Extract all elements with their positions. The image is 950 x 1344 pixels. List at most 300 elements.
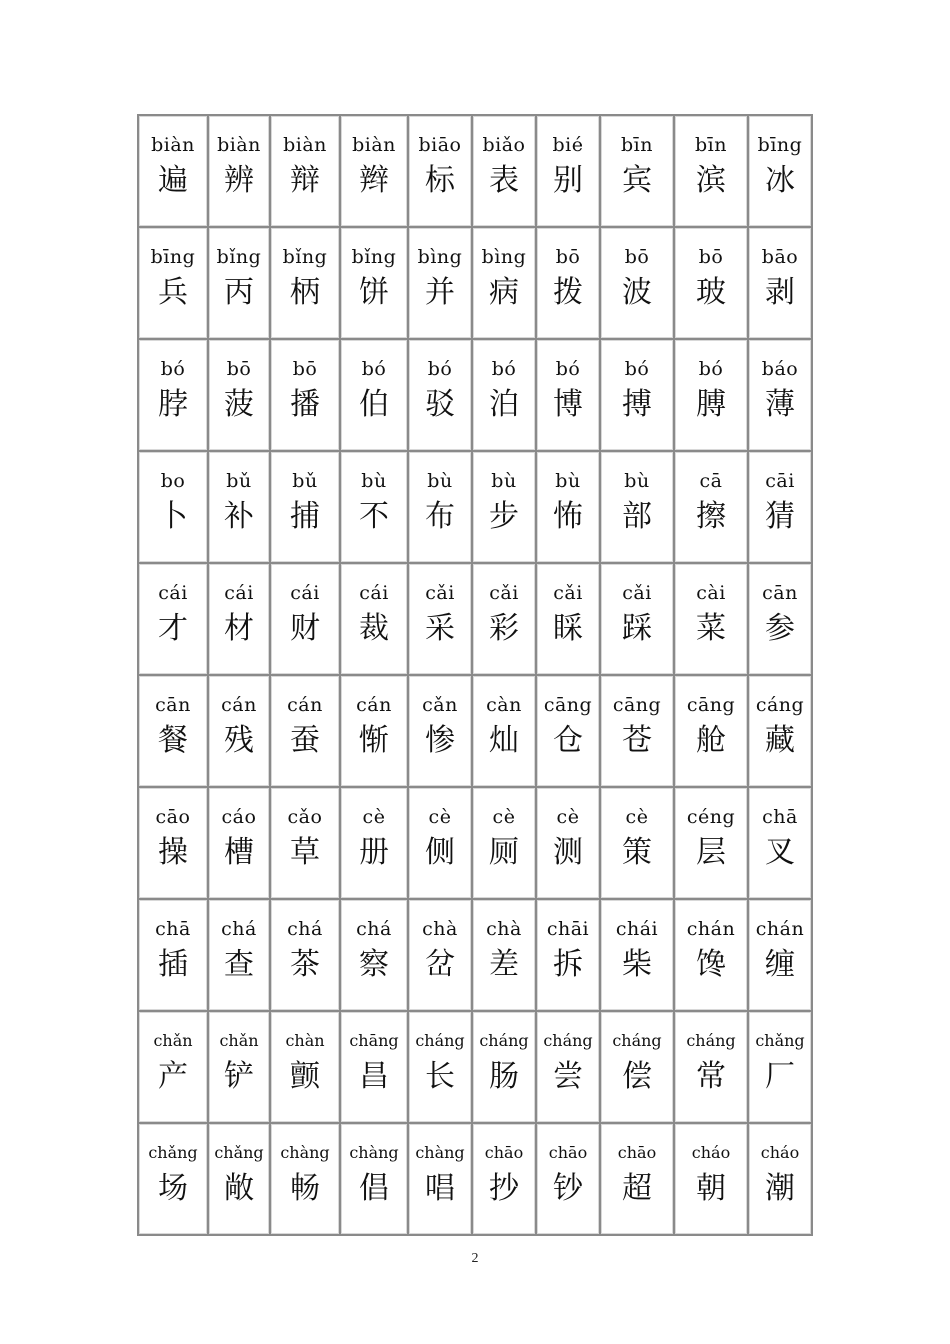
character-cell xyxy=(270,563,340,675)
character-cell xyxy=(472,1123,536,1235)
pinyin-label: biāo xyxy=(418,134,462,156)
pinyin-label: bù xyxy=(624,470,650,492)
pinyin-label: cè xyxy=(625,806,649,828)
character-cell xyxy=(340,1011,408,1123)
pinyin-label: bó xyxy=(491,358,517,380)
hanzi-character: 蚕 xyxy=(290,723,320,758)
hanzi-character: 彩 xyxy=(489,611,519,646)
hanzi-character: 草 xyxy=(290,835,320,870)
pinyin-label: bó xyxy=(698,358,724,380)
hanzi-character: 采 xyxy=(425,611,455,646)
hanzi-character: 岔 xyxy=(425,947,455,982)
character-cell xyxy=(208,675,270,787)
hanzi-character: 朝 xyxy=(696,1171,726,1206)
hanzi-character: 丙 xyxy=(224,275,254,310)
pinyin-label: cáng xyxy=(755,694,805,716)
hanzi-character: 差 xyxy=(489,947,519,982)
pinyin-label: chāi xyxy=(546,918,590,940)
hanzi-character: 冰 xyxy=(765,163,795,198)
pinyin-label: báo xyxy=(761,358,799,380)
character-cell xyxy=(600,675,674,787)
pinyin-label: bō xyxy=(292,358,318,380)
hanzi-character: 擦 xyxy=(696,499,726,534)
pinyin-label: céng xyxy=(686,806,736,828)
pinyin-label: cǎi xyxy=(489,582,519,604)
table-row xyxy=(138,1123,812,1235)
character-cell xyxy=(748,563,812,675)
character-cell xyxy=(270,227,340,339)
character-cell xyxy=(472,1011,536,1123)
hanzi-character: 柴 xyxy=(622,947,652,982)
hanzi-character: 睬 xyxy=(553,611,583,646)
character-cell xyxy=(408,451,472,563)
hanzi-character: 柄 xyxy=(290,275,320,310)
character-cell xyxy=(208,1123,270,1235)
character-cell xyxy=(748,787,812,899)
hanzi-character: 潮 xyxy=(765,1171,795,1206)
character-cell xyxy=(600,451,674,563)
pinyin-label: biàn xyxy=(151,134,195,156)
character-cell xyxy=(138,787,208,899)
hanzi-character: 辩 xyxy=(290,163,320,198)
character-cell xyxy=(208,227,270,339)
hanzi-character: 裁 xyxy=(359,611,389,646)
pinyin-label: bìng xyxy=(481,246,527,268)
hanzi-character: 搏 xyxy=(622,387,652,422)
hanzi-character: 表 xyxy=(489,163,519,198)
table-row xyxy=(138,899,812,1011)
character-cell xyxy=(138,115,208,227)
character-cell xyxy=(674,227,748,339)
hanzi-character: 昌 xyxy=(359,1059,389,1094)
hanzi-character: 餐 xyxy=(158,723,188,758)
character-cell xyxy=(472,339,536,451)
character-cell xyxy=(408,675,472,787)
character-cell xyxy=(748,1123,812,1235)
character-cell xyxy=(536,899,600,1011)
hanzi-character: 步 xyxy=(489,499,519,534)
pinyin-label: chà xyxy=(422,918,458,940)
hanzi-character: 遍 xyxy=(158,163,188,198)
pinyin-label: càn xyxy=(486,694,522,716)
character-cell xyxy=(536,1123,600,1235)
pinyin-label: cè xyxy=(428,806,452,828)
hanzi-character: 播 xyxy=(290,387,320,422)
character-cell xyxy=(408,1123,472,1235)
hanzi-character: 厂 xyxy=(765,1059,795,1094)
pinyin-label: bo xyxy=(160,470,186,492)
hanzi-character: 常 xyxy=(696,1059,726,1094)
hanzi-character: 玻 xyxy=(696,275,726,310)
character-cell xyxy=(748,339,812,451)
character-cell xyxy=(270,1123,340,1235)
pinyin-label: cán xyxy=(287,694,323,716)
hanzi-character: 才 xyxy=(158,611,188,646)
character-cell xyxy=(536,339,600,451)
hanzi-character: 材 xyxy=(224,611,254,646)
character-cell xyxy=(340,227,408,339)
character-cell xyxy=(138,563,208,675)
pinyin-label: bó xyxy=(361,358,387,380)
pinyin-label: cáo xyxy=(221,806,257,828)
character-cell xyxy=(340,675,408,787)
character-cell xyxy=(536,563,600,675)
pinyin-label: cái xyxy=(158,582,188,604)
table-row xyxy=(138,451,812,563)
hanzi-character: 兵 xyxy=(158,275,188,310)
character-cell xyxy=(208,1011,270,1123)
table-row xyxy=(138,675,812,787)
hanzi-character: 病 xyxy=(489,275,519,310)
pinyin-label: cè xyxy=(556,806,580,828)
character-cell xyxy=(270,1011,340,1123)
character-cell xyxy=(748,899,812,1011)
pinyin-label: bié xyxy=(552,134,584,156)
character-cell xyxy=(536,1011,600,1123)
pinyin-label: bù xyxy=(361,470,387,492)
hanzi-character: 层 xyxy=(696,835,726,870)
character-cell xyxy=(270,675,340,787)
pinyin-label: cè xyxy=(492,806,516,828)
hanzi-character: 布 xyxy=(425,499,455,534)
pinyin-label: bó xyxy=(160,358,186,380)
hanzi-character: 偿 xyxy=(622,1059,652,1094)
hanzi-character: 博 xyxy=(553,387,583,422)
character-cell xyxy=(674,1123,748,1235)
character-cell xyxy=(270,115,340,227)
pinyin-label: biǎo xyxy=(482,134,526,156)
hanzi-character: 场 xyxy=(158,1171,188,1206)
hanzi-character: 伯 xyxy=(359,387,389,422)
character-cell xyxy=(138,675,208,787)
character-cell xyxy=(600,115,674,227)
character-cell xyxy=(674,563,748,675)
pinyin-label: cè xyxy=(362,806,386,828)
character-cell xyxy=(138,451,208,563)
pinyin-label: chàng xyxy=(349,1143,399,1162)
hanzi-character: 敞 xyxy=(224,1171,254,1206)
character-cell xyxy=(208,787,270,899)
hanzi-character: 滨 xyxy=(696,163,726,198)
pinyin-label: bù xyxy=(555,470,581,492)
hanzi-character: 拨 xyxy=(553,275,583,310)
hanzi-character: 策 xyxy=(622,835,652,870)
pinyin-label: chàng xyxy=(415,1143,465,1162)
pinyin-label: chāo xyxy=(484,1143,524,1162)
pinyin-label: chǎng xyxy=(755,1031,805,1050)
hanzi-character: 侧 xyxy=(425,835,455,870)
character-cell xyxy=(536,115,600,227)
pinyin-label: bó xyxy=(555,358,581,380)
character-cell xyxy=(600,899,674,1011)
hanzi-character: 槽 xyxy=(224,835,254,870)
character-cell xyxy=(270,787,340,899)
hanzi-character: 叉 xyxy=(765,835,795,870)
hanzi-character: 超 xyxy=(622,1171,652,1206)
hanzi-character: 猜 xyxy=(765,499,795,534)
character-cell xyxy=(340,899,408,1011)
hanzi-character: 标 xyxy=(425,163,455,198)
hanzi-character: 抄 xyxy=(489,1171,519,1206)
hanzi-character: 畅 xyxy=(290,1171,320,1206)
hanzi-character: 藏 xyxy=(765,723,795,758)
pinyin-label: bīn xyxy=(621,134,653,156)
pinyin-label: cái xyxy=(224,582,254,604)
pinyin-label: cǎi xyxy=(622,582,652,604)
hanzi-character: 波 xyxy=(622,275,652,310)
pinyin-label: bìng xyxy=(417,246,463,268)
hanzi-character: 部 xyxy=(622,499,652,534)
hanzi-character: 参 xyxy=(765,611,795,646)
character-cell xyxy=(674,339,748,451)
hanzi-character: 辨 xyxy=(224,163,254,198)
pinyin-label: bō xyxy=(555,246,581,268)
hanzi-character: 并 xyxy=(425,275,455,310)
pinyin-label: chā xyxy=(155,918,191,940)
pinyin-label: chāng xyxy=(349,1031,399,1050)
pinyin-label: chāo xyxy=(617,1143,657,1162)
hanzi-character: 菠 xyxy=(224,387,254,422)
character-cell xyxy=(748,115,812,227)
hanzi-character: 财 xyxy=(290,611,320,646)
hanzi-character: 怖 xyxy=(553,499,583,534)
pinyin-label: chàn xyxy=(285,1031,325,1050)
pinyin-label: cǎo xyxy=(287,806,323,828)
character-cell xyxy=(674,451,748,563)
character-cell xyxy=(138,227,208,339)
pinyin-label: cāo xyxy=(155,806,191,828)
hanzi-character: 册 xyxy=(359,835,389,870)
pinyin-label: bō xyxy=(624,246,650,268)
pinyin-label: bǐng xyxy=(216,246,262,268)
character-cell xyxy=(600,787,674,899)
character-cell xyxy=(408,339,472,451)
hanzi-character: 产 xyxy=(158,1059,188,1094)
character-cell xyxy=(340,339,408,451)
pinyin-label: cǎi xyxy=(425,582,455,604)
hanzi-character: 茶 xyxy=(290,947,320,982)
pinyin-label: chāo xyxy=(548,1143,588,1162)
hanzi-character: 查 xyxy=(224,947,254,982)
hanzi-character: 灿 xyxy=(489,723,519,758)
character-cell xyxy=(138,1011,208,1123)
pinyin-label: cān xyxy=(155,694,191,716)
pinyin-label: cāng xyxy=(543,694,593,716)
character-cell xyxy=(340,451,408,563)
hanzi-character: 插 xyxy=(158,947,188,982)
character-cell xyxy=(208,115,270,227)
character-cell xyxy=(600,1011,674,1123)
pinyin-label: bǔ xyxy=(292,470,318,492)
pinyin-label: cǎi xyxy=(553,582,583,604)
hanzi-character: 测 xyxy=(553,835,583,870)
pinyin-label: bó xyxy=(624,358,650,380)
pinyin-label: chǎng xyxy=(214,1143,264,1162)
hanzi-character: 尝 xyxy=(553,1059,583,1094)
hanzi-character: 剥 xyxy=(765,275,795,310)
hanzi-character: 唱 xyxy=(425,1171,455,1206)
character-cell xyxy=(748,675,812,787)
pinyin-label: cháng xyxy=(543,1031,593,1050)
character-cell xyxy=(208,451,270,563)
character-cell xyxy=(536,675,600,787)
pinyin-label: chǎn xyxy=(153,1031,193,1050)
pinyin-label: bīn xyxy=(695,134,727,156)
hanzi-character: 卜 xyxy=(158,499,188,534)
character-cell xyxy=(536,227,600,339)
hanzi-character: 泊 xyxy=(489,387,519,422)
pinyin-label: cán xyxy=(356,694,392,716)
pinyin-label: chà xyxy=(486,918,522,940)
character-cell xyxy=(748,451,812,563)
hanzi-character: 肠 xyxy=(489,1059,519,1094)
character-cell xyxy=(408,563,472,675)
character-cell xyxy=(600,1123,674,1235)
pinyin-label: chán xyxy=(686,918,736,940)
pinyin-label: biàn xyxy=(352,134,396,156)
pinyin-label: chán xyxy=(755,918,805,940)
pinyin-label: cǎn xyxy=(422,694,458,716)
pinyin-label: cháo xyxy=(691,1143,731,1162)
hanzi-character: 长 xyxy=(425,1059,455,1094)
character-cell xyxy=(600,563,674,675)
pinyin-label: chái xyxy=(615,918,659,940)
hanzi-character: 苍 xyxy=(622,723,652,758)
character-cell xyxy=(674,675,748,787)
hanzi-character: 惨 xyxy=(425,723,455,758)
character-cell xyxy=(208,563,270,675)
pinyin-label: cháng xyxy=(415,1031,465,1050)
hanzi-character: 辫 xyxy=(359,163,389,198)
character-cell xyxy=(270,451,340,563)
pinyin-label: cā xyxy=(699,470,723,492)
character-cell xyxy=(408,1011,472,1123)
hanzi-character: 铲 xyxy=(224,1059,254,1094)
hanzi-character: 缠 xyxy=(765,947,795,982)
table-row xyxy=(138,227,812,339)
hanzi-character: 不 xyxy=(359,499,389,534)
character-cell xyxy=(674,787,748,899)
character-cell xyxy=(408,227,472,339)
pinyin-label: bó xyxy=(427,358,453,380)
pinyin-label: cāng xyxy=(686,694,736,716)
character-cell xyxy=(408,899,472,1011)
pinyin-label: bǔ xyxy=(226,470,252,492)
hanzi-character: 捕 xyxy=(290,499,320,534)
pinyin-label: chā xyxy=(762,806,798,828)
hanzi-character: 厕 xyxy=(489,835,519,870)
table-row xyxy=(138,115,812,227)
character-cell xyxy=(472,227,536,339)
pinyin-label: chá xyxy=(356,918,392,940)
pinyin-label: bāo xyxy=(761,246,799,268)
character-cell xyxy=(674,1011,748,1123)
character-cell xyxy=(674,899,748,1011)
character-cell xyxy=(340,115,408,227)
hanzi-character: 补 xyxy=(224,499,254,534)
table-row xyxy=(138,1011,812,1123)
hanzi-character: 操 xyxy=(158,835,188,870)
pinyin-label: chá xyxy=(221,918,257,940)
pinyin-label: chàng xyxy=(280,1143,330,1162)
hanzi-character: 脖 xyxy=(158,387,188,422)
pinyin-label: cài xyxy=(696,582,726,604)
pinyin-label: chá xyxy=(287,918,323,940)
pinyin-label: bīng xyxy=(757,134,803,156)
pinyin-character-table xyxy=(137,114,813,1236)
pinyin-label: bō xyxy=(226,358,252,380)
table-row xyxy=(138,787,812,899)
hanzi-character: 仓 xyxy=(553,723,583,758)
character-cell xyxy=(600,227,674,339)
hanzi-character: 驳 xyxy=(425,387,455,422)
character-cell xyxy=(270,899,340,1011)
character-cell xyxy=(408,787,472,899)
character-cell xyxy=(208,899,270,1011)
page-number: 2 xyxy=(471,1251,479,1266)
character-cell xyxy=(208,339,270,451)
hanzi-character: 菜 xyxy=(696,611,726,646)
character-cell xyxy=(748,227,812,339)
hanzi-character: 拆 xyxy=(553,947,583,982)
hanzi-character: 倡 xyxy=(359,1171,389,1206)
pinyin-label: bù xyxy=(491,470,517,492)
pinyin-label: cháng xyxy=(479,1031,529,1050)
character-cell xyxy=(408,115,472,227)
character-cell xyxy=(674,115,748,227)
hanzi-character: 踩 xyxy=(622,611,652,646)
pinyin-label: cháng xyxy=(686,1031,736,1050)
hanzi-character: 馋 xyxy=(696,947,726,982)
pinyin-label: bō xyxy=(698,246,724,268)
character-cell xyxy=(472,899,536,1011)
character-cell xyxy=(472,451,536,563)
character-cell xyxy=(600,339,674,451)
hanzi-character: 膊 xyxy=(696,387,726,422)
pinyin-label: bù xyxy=(427,470,453,492)
character-cell xyxy=(748,1011,812,1123)
hanzi-character: 宾 xyxy=(622,163,652,198)
pinyin-label: cāng xyxy=(612,694,662,716)
hanzi-character: 颤 xyxy=(290,1059,320,1094)
character-cell xyxy=(472,563,536,675)
character-cell xyxy=(340,787,408,899)
hanzi-character: 惭 xyxy=(359,723,389,758)
character-cell xyxy=(340,563,408,675)
hanzi-character: 钞 xyxy=(553,1171,583,1206)
pinyin-label: chǎng xyxy=(148,1143,198,1162)
character-cell xyxy=(536,787,600,899)
pinyin-label: bǐng xyxy=(351,246,397,268)
pinyin-label: cān xyxy=(762,582,798,604)
hanzi-character: 别 xyxy=(553,163,583,198)
character-cell xyxy=(138,339,208,451)
table-row xyxy=(138,339,812,451)
pinyin-label: cái xyxy=(290,582,320,604)
pinyin-label: bīng xyxy=(150,246,196,268)
pinyin-label: cháo xyxy=(760,1143,800,1162)
character-cell xyxy=(472,675,536,787)
pinyin-label: cháng xyxy=(612,1031,662,1050)
hanzi-character: 舱 xyxy=(696,723,726,758)
character-cell xyxy=(472,787,536,899)
pinyin-label: cāi xyxy=(765,470,795,492)
table-row xyxy=(138,563,812,675)
hanzi-character: 察 xyxy=(359,947,389,982)
pinyin-label: cái xyxy=(359,582,389,604)
pinyin-label: biàn xyxy=(283,134,327,156)
pinyin-label: bǐng xyxy=(282,246,328,268)
